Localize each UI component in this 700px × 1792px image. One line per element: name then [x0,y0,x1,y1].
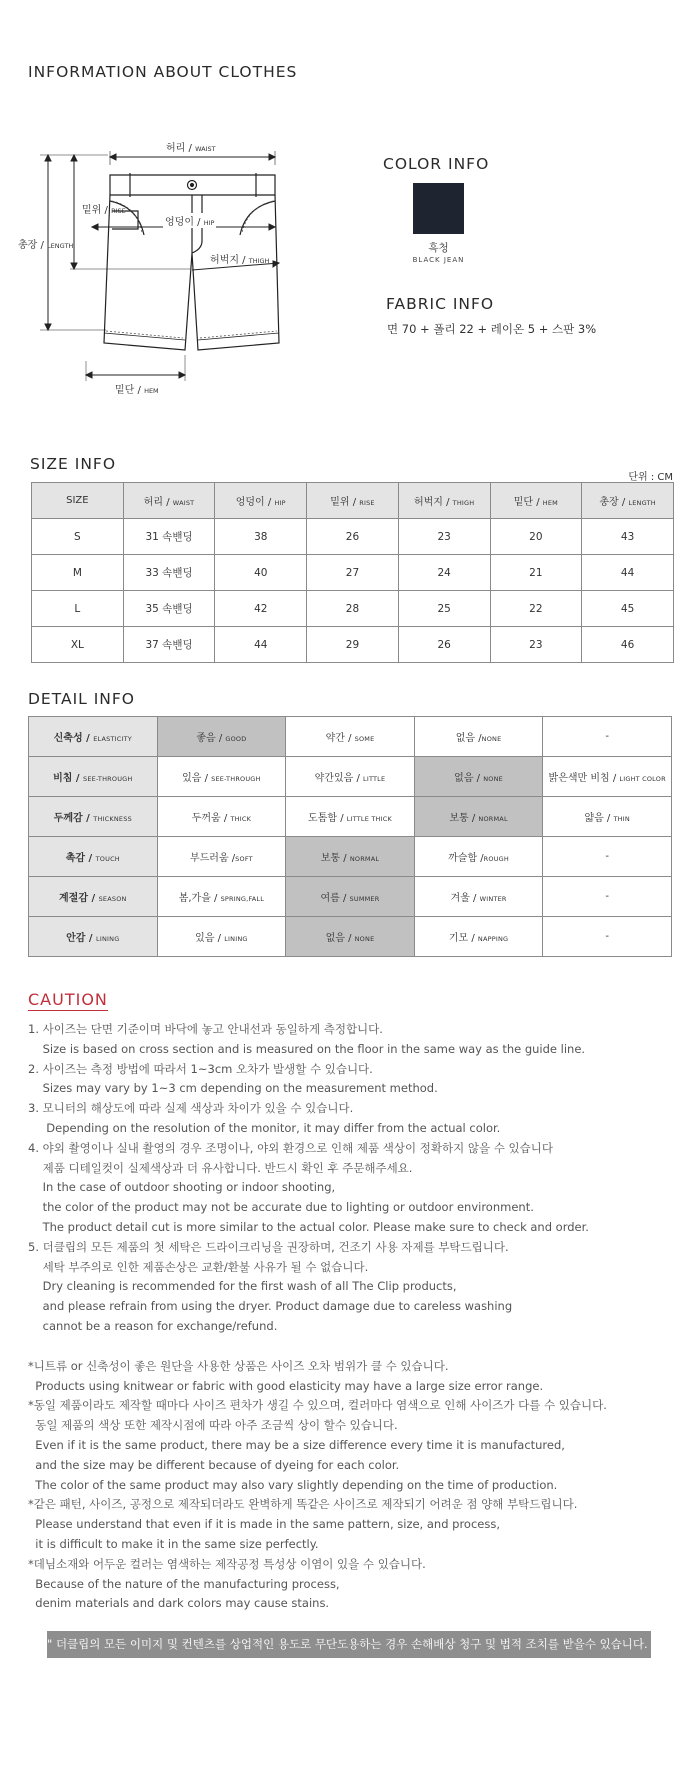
fabric-composition: 면 70 + 폴리 22 + 레이온 5 + 스판 3% [387,322,597,336]
size-cell: 43 [582,519,674,555]
size-cell: L [32,591,124,627]
detail-table [28,716,672,957]
caution-line: it is difficult to make it in the same size perfectly. [28,1536,319,1551]
size-cell: 37 속밴딩 [123,627,215,663]
caution-line [28,1337,678,1357]
detail-row-head: 계절감 / SEASON [29,877,158,917]
detail-cell: 약간 / SOME [286,717,415,757]
caution-line: and the size may be different because of dyeing for each color. [28,1457,400,1472]
caution-line: 5. 더클립의 모든 제품의 첫 세탁은 드라이크리닝을 권장하며, 건조기 사용 자제를 부탁드립니다. [28,1239,509,1254]
caution-line: Depending on the resolution of the monitor, it may differ from the actual color. [28,1120,501,1135]
size-header-cell: 총장 / LENGTH [582,483,674,519]
size-table-header [32,483,674,519]
hip-label: 엉덩이 / HIP [163,213,216,228]
detail-row-head: 비침 / SEE-THROUGH [29,757,158,797]
detail-info-title: DETAIL INFO [28,690,136,708]
size-info-title: SIZE INFO [30,455,117,473]
size-cell: 44 [215,627,307,663]
size-cell: 45 [582,591,674,627]
unit-label: 단위 : CM [628,472,673,483]
caution-line: 3. 모니터의 해상도에 따라 실제 색상과 차이가 있을 수 있습니다. [28,1101,354,1116]
caution-line: 제품 디테일컷이 실제색상과 더 유사합니다. 반드시 확인 후 주문해주세요. [28,1160,413,1175]
size-cell: M [32,555,124,591]
page-title: INFORMATION ABOUT CLOTHES [28,63,298,81]
caution-line: 동일 제품의 색상 또한 제작시점에 따라 아주 조금씩 상이 할수 있습니다. [28,1418,398,1433]
detail-row-head: 신축성 / ELASTICITY [29,717,158,757]
size-cell: 46 [582,627,674,663]
detail-cell: 겨울 / WINTER [414,877,543,917]
caution-line: Products using knitwear or fabric with good elasticity may have a large size error range. [28,1378,544,1393]
size-cell: 26 [398,627,490,663]
size-cell: 35 속밴딩 [123,591,215,627]
caution-body [28,1020,678,1614]
caution-line: the color of the product may not be accurate due to lighting or outdoor environment. [28,1200,534,1215]
size-row [32,555,674,591]
caution-line: The color of the same product may also vary slightly depending on the time of production. [28,1477,558,1492]
detail-cell: - [543,717,672,757]
size-cell: 28 [307,591,399,627]
length-label: 총장 / LENGTH [18,240,74,251]
detail-row-head: 두께감 / THICKNESS [29,797,158,837]
size-row [32,627,674,663]
size-cell: 31 속밴딩 [123,519,215,555]
detail-cell: 부드러움 /SOFT [157,837,286,877]
size-cell: 21 [490,555,582,591]
caution-line: and please refrain from using the dryer. Product damage due to careless washing [28,1299,513,1314]
caution-line: In the case of outdoor shooting or indoor shooting, [28,1180,336,1195]
caution-line: *동일 제품이라도 제작할 때마다 사이즈 편차가 생길 수 있으며, 컬러마다 염색으로 인해 사이즈가 다를 수 있습니다. [28,1398,607,1413]
size-cell: 40 [215,555,307,591]
caution-line: Dry cleaning is recommended for the first wash of all The Clip products, [28,1279,457,1294]
caution-title: CAUTION [28,990,108,1009]
detail-row-head: 안감 / LINING [29,917,158,957]
size-header-cell: 허리 / WAIST [123,483,215,519]
size-cell: XL [32,627,124,663]
waist-label: 허리 / WAIST [166,143,216,154]
size-cell: 38 [215,519,307,555]
size-cell: 33 속밴딩 [123,555,215,591]
caution-line: Please understand that even if it is made in the same pattern, size, and process, [28,1517,500,1532]
rise-label: 밑위 / RISE [82,205,126,216]
size-header-cell: 엉덩이 / HIP [215,483,307,519]
caution-line: *데님소재와 어두운 컬러는 염색하는 제작공정 특성상 이염이 있을 수 있습니다. [28,1556,426,1571]
detail-cell: 도톰함 / LITTLE THICK [286,797,415,837]
detail-cell-selected: 보통 / NORMAL [414,797,543,837]
size-cell: 27 [307,555,399,591]
detail-cell-selected: 보통 / NORMAL [286,837,415,877]
size-cell: 23 [490,627,582,663]
caution-line: *같은 패턴, 사이즈, 공정으로 제작되더라도 완벽하게 똑같은 사이즈로 제작되기 어려운 점 양해 부탁드립니다. [28,1497,578,1512]
detail-cell: - [543,917,672,957]
size-row [32,519,674,555]
detail-cell: 있음 / LINING [157,917,286,957]
detail-row [29,877,672,917]
size-row [32,591,674,627]
detail-cell: 얇음 / THIN [543,797,672,837]
caution-line: denim materials and dark colors may cause stains. [28,1596,330,1611]
detail-row-head: 촉감 / TOUCH [29,837,158,877]
size-cell: 26 [307,519,399,555]
caution-line: Sizes may vary by 1~3 cm depending on the measurement method. [28,1081,438,1096]
caution-line: cannot be a reason for exchange/refund. [28,1318,278,1333]
detail-row [29,837,672,877]
copyright-notice: " 더클립의 모든 이미지 및 컨텐츠를 상업적인 용도로 무단도용하는 경우 손해배상 청구 및 법적 조치를 받을수 있습니다. " [47,1631,651,1658]
caution-line: *니트류 or 신축성이 좋은 원단을 사용한 상품은 사이즈 오차 범위가 클 수 있습니다. [28,1358,449,1373]
detail-row [29,757,672,797]
caution-line: 1. 사이즈는 단면 기준이며 바닥에 놓고 안내선과 동일하게 측정합니다. [28,1022,383,1036]
size-cell: 22 [490,591,582,627]
detail-cell: 봄,가을 / SPRING,FALL [157,877,286,917]
detail-cell-selected: 여름 / SUMMER [286,877,415,917]
detail-cell: 까슬함 /ROUGH [414,837,543,877]
size-cell: S [32,519,124,555]
size-cell: 29 [307,627,399,663]
caution-line: 4. 야외 촬영이나 실내 촬영의 경우 조명이나, 야외 환경으로 인해 제품 색상이 정확하지 않을 수 있습니다 [28,1140,553,1155]
thigh-label: 허벅지 / THIGH [210,255,270,266]
size-table [31,482,674,663]
size-cell: 20 [490,519,582,555]
color-name-en: BLACK JEAN [412,256,465,264]
size-header-cell: 밑단 / HEM [490,483,582,519]
caution-line: The product detail cut is more similar to the actual color. Please make sure to check and order. [28,1219,589,1234]
color-info-title: COLOR INFO [383,155,490,173]
detail-row [29,717,672,757]
detail-cell-selected: 없음 / NONE [286,917,415,957]
color-name-ko: 흑청 [428,242,449,254]
detail-cell: 밝은색만 비침 / LIGHT COLOR [543,757,672,797]
size-header-cell: SIZE [32,483,124,519]
detail-cell: 기모 / NAPPING [414,917,543,957]
caution-line: 세탁 부주의로 인한 제품손상은 교환/환불 사유가 될 수 없습니다. [28,1259,369,1274]
fabric-info-title: FABRIC INFO [386,295,495,313]
detail-cell-selected: 좋음 / GOOD [157,717,286,757]
size-header-cell: 밑위 / RISE [307,483,399,519]
caution-line: Because of the nature of the manufacturing process, [28,1576,340,1591]
size-cell: 44 [582,555,674,591]
size-header-cell: 허벅지 / THIGH [398,483,490,519]
size-cell: 23 [398,519,490,555]
shorts-measurement-diagram [20,135,310,415]
color-swatch [413,183,464,234]
detail-cell-selected: 없음 / NONE [414,757,543,797]
detail-row [29,797,672,837]
hem-label: 밑단 / HEM [115,385,159,396]
detail-cell: 약간있음 / LITTLE [286,757,415,797]
detail-cell: - [543,877,672,917]
size-cell: 24 [398,555,490,591]
shorts-outline-svg [20,135,310,415]
caution-line: Size is based on cross section and is measured on the floor in the same way as the guide line. [28,1041,586,1056]
detail-cell: 있음 / SEE-THROUGH [157,757,286,797]
size-cell: 25 [398,591,490,627]
caution-line: 2. 사이즈는 측정 방법에 따라서 1~3cm 오차가 발생할 수 있습니다. [28,1061,373,1076]
detail-cell: 없음 /NONE [414,717,543,757]
detail-cell: 두꺼움 / THICK [157,797,286,837]
size-cell: 42 [215,591,307,627]
caution-line: Even if it is the same product, there may be a size difference every time it is manufactured, [28,1437,565,1452]
detail-cell: - [543,837,672,877]
detail-row [29,917,672,957]
